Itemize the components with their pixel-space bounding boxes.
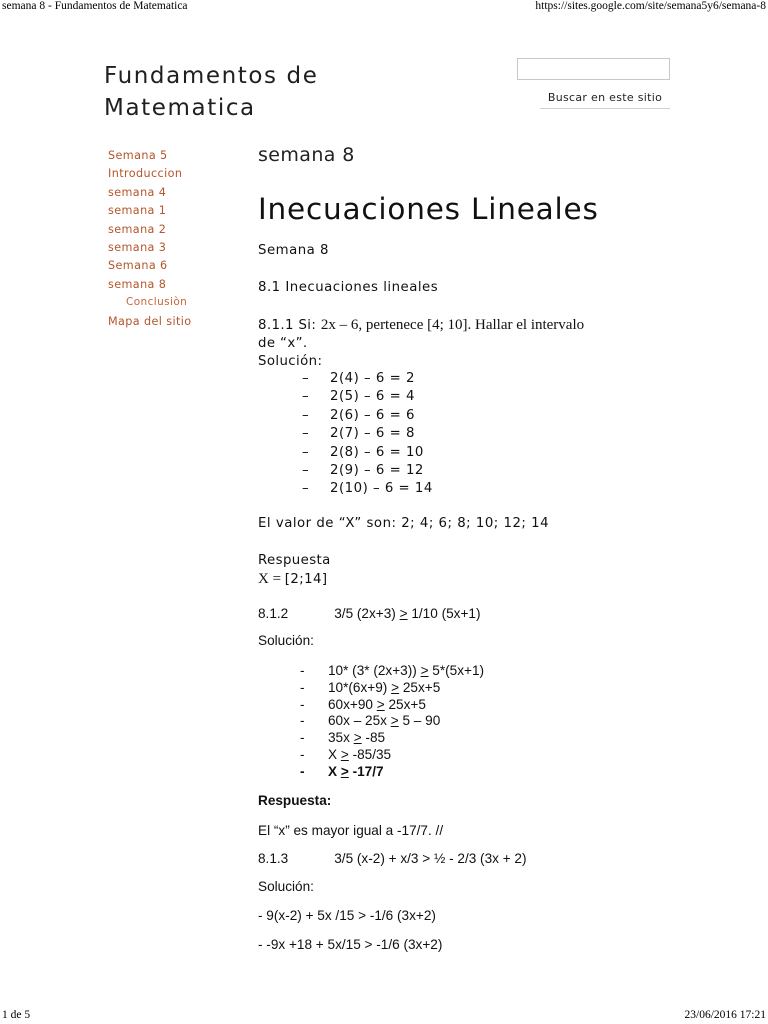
list-item: – 2(8) – 6 = 10 [302,444,424,460]
print-header-title: semana 8 - Fundamentos de Matematica [2,0,188,12]
list-item: – 2(5) – 6 = 4 [302,389,415,405]
list-item: – 2(4) – 6 = 2 [302,371,415,386]
problem-1-prefix: 8.1.1 Si: [258,318,321,333]
sidebar-item-semana-6[interactable]: Semana 6 [108,259,168,273]
solucion-label-3: Solución: [258,879,314,894]
list-item: - 35x > -85 [300,730,386,746]
list-item: - X > -85/35 [300,746,392,762]
solucion-label-1: Solución: [258,354,323,369]
problem-1-expression: 2x – 6, pertenece [4; 10]. Hallar el intervalo [320,317,585,333]
problem-3-expression: 3/5 (x-2) + x/3 > ½ - 2/3 (3x + 2) [334,851,527,866]
site-title[interactable] [104,60,319,124]
week-heading: Semana 8 [258,243,329,258]
problem-3-number: 8.1.3 [258,851,289,866]
site-title-line2: Matematica [104,95,256,121]
print-footer-page: 1 de 5 [2,1009,31,1021]
problem-3 [258,851,527,866]
solution-3-step-2: - -9x +18 + 5x/15 > -1/6 (3x+2) [258,937,443,952]
problem-2-lhs: 3/5 (2x+3) [334,606,400,621]
list-item: - 60x+90 > 25x+5 [300,696,426,712]
print-footer-timestamp: 23/06/2016 17:21 [684,1009,766,1021]
search-button[interactable]: Buscar en este sitio [540,87,670,109]
sidebar-subitem-conclusion[interactable]: Conclusiòn [126,296,188,309]
problem-1-line2: de “x”. [258,336,308,351]
sidebar-item-semana-3[interactable]: semana 3 [108,241,167,255]
respuesta-2-text: El “x” es mayor igual a -17/7. // [258,823,444,838]
solucion-label-2: Solución: [258,633,314,648]
list-item: - 10* (3* (2x+3)) > 5*(5x+1) [300,663,485,678]
list-item: – 2(7) – 6 = 8 [302,426,415,442]
sidebar-nav [108,147,248,332]
list-item: – 2(9) – 6 = 12 [302,463,424,479]
search-input[interactable] [517,58,670,80]
solution-steps-1 [302,370,433,499]
respuesta-1-prefix: X = [258,571,285,587]
list-item: – 2(6) – 6 = 6 [302,407,415,423]
list-item: - 10*(6x+9) > 25x+5 [300,679,441,695]
print-header-url: https://sites.google.com/site/semana5y6/semana-8 [535,0,766,12]
problem-2-number: 8.1.2 [258,606,289,621]
sidebar-item-semana-1[interactable]: semana 1 [108,204,167,218]
list-item: - X > -17/7 [300,763,384,779]
problem-2 [258,606,480,621]
sidebar-item-semana-5[interactable]: Semana 5 [108,149,168,162]
problem-2-operator: > [399,606,408,621]
site-title-line1: Fundamentos de [104,63,319,89]
respuesta-2-label: Respuesta: [258,793,332,808]
list-item: – 2(10) – 6 = 14 [302,481,433,497]
respuesta-1-value: [2;14] [284,572,328,587]
sidebar-item-semana-8[interactable]: semana 8 [108,277,167,291]
values-line: El valor de “X” son: 2; 4; 6; 8; 10; 12; 14 [258,516,550,531]
document-title: Inecuaciones Lineales [258,192,599,226]
problem-2-rhs: 1/10 (5x+1) [407,606,481,621]
solution-steps-2 [300,663,484,781]
respuesta-1-label: Respuesta [258,553,331,568]
solution-3-step-1: - 9(x-2) + 5x /15 > -1/6 (3x+2) [258,908,436,923]
respuesta-1 [258,552,331,589]
problem-1 [258,316,678,371]
sidebar-item-introduccion[interactable]: Introduccion [108,167,183,181]
sidebar-item-sitemap[interactable]: Mapa del sitio [108,315,192,329]
sidebar-item-semana-2[interactable]: semana 2 [108,222,167,236]
section-heading: 8.1 Inecuaciones lineales [258,280,439,295]
list-item: - 60x – 25x > 5 – 90 [300,713,441,729]
page-heading: semana 8 [258,144,355,166]
sidebar-item-semana-4[interactable]: semana 4 [108,185,167,199]
